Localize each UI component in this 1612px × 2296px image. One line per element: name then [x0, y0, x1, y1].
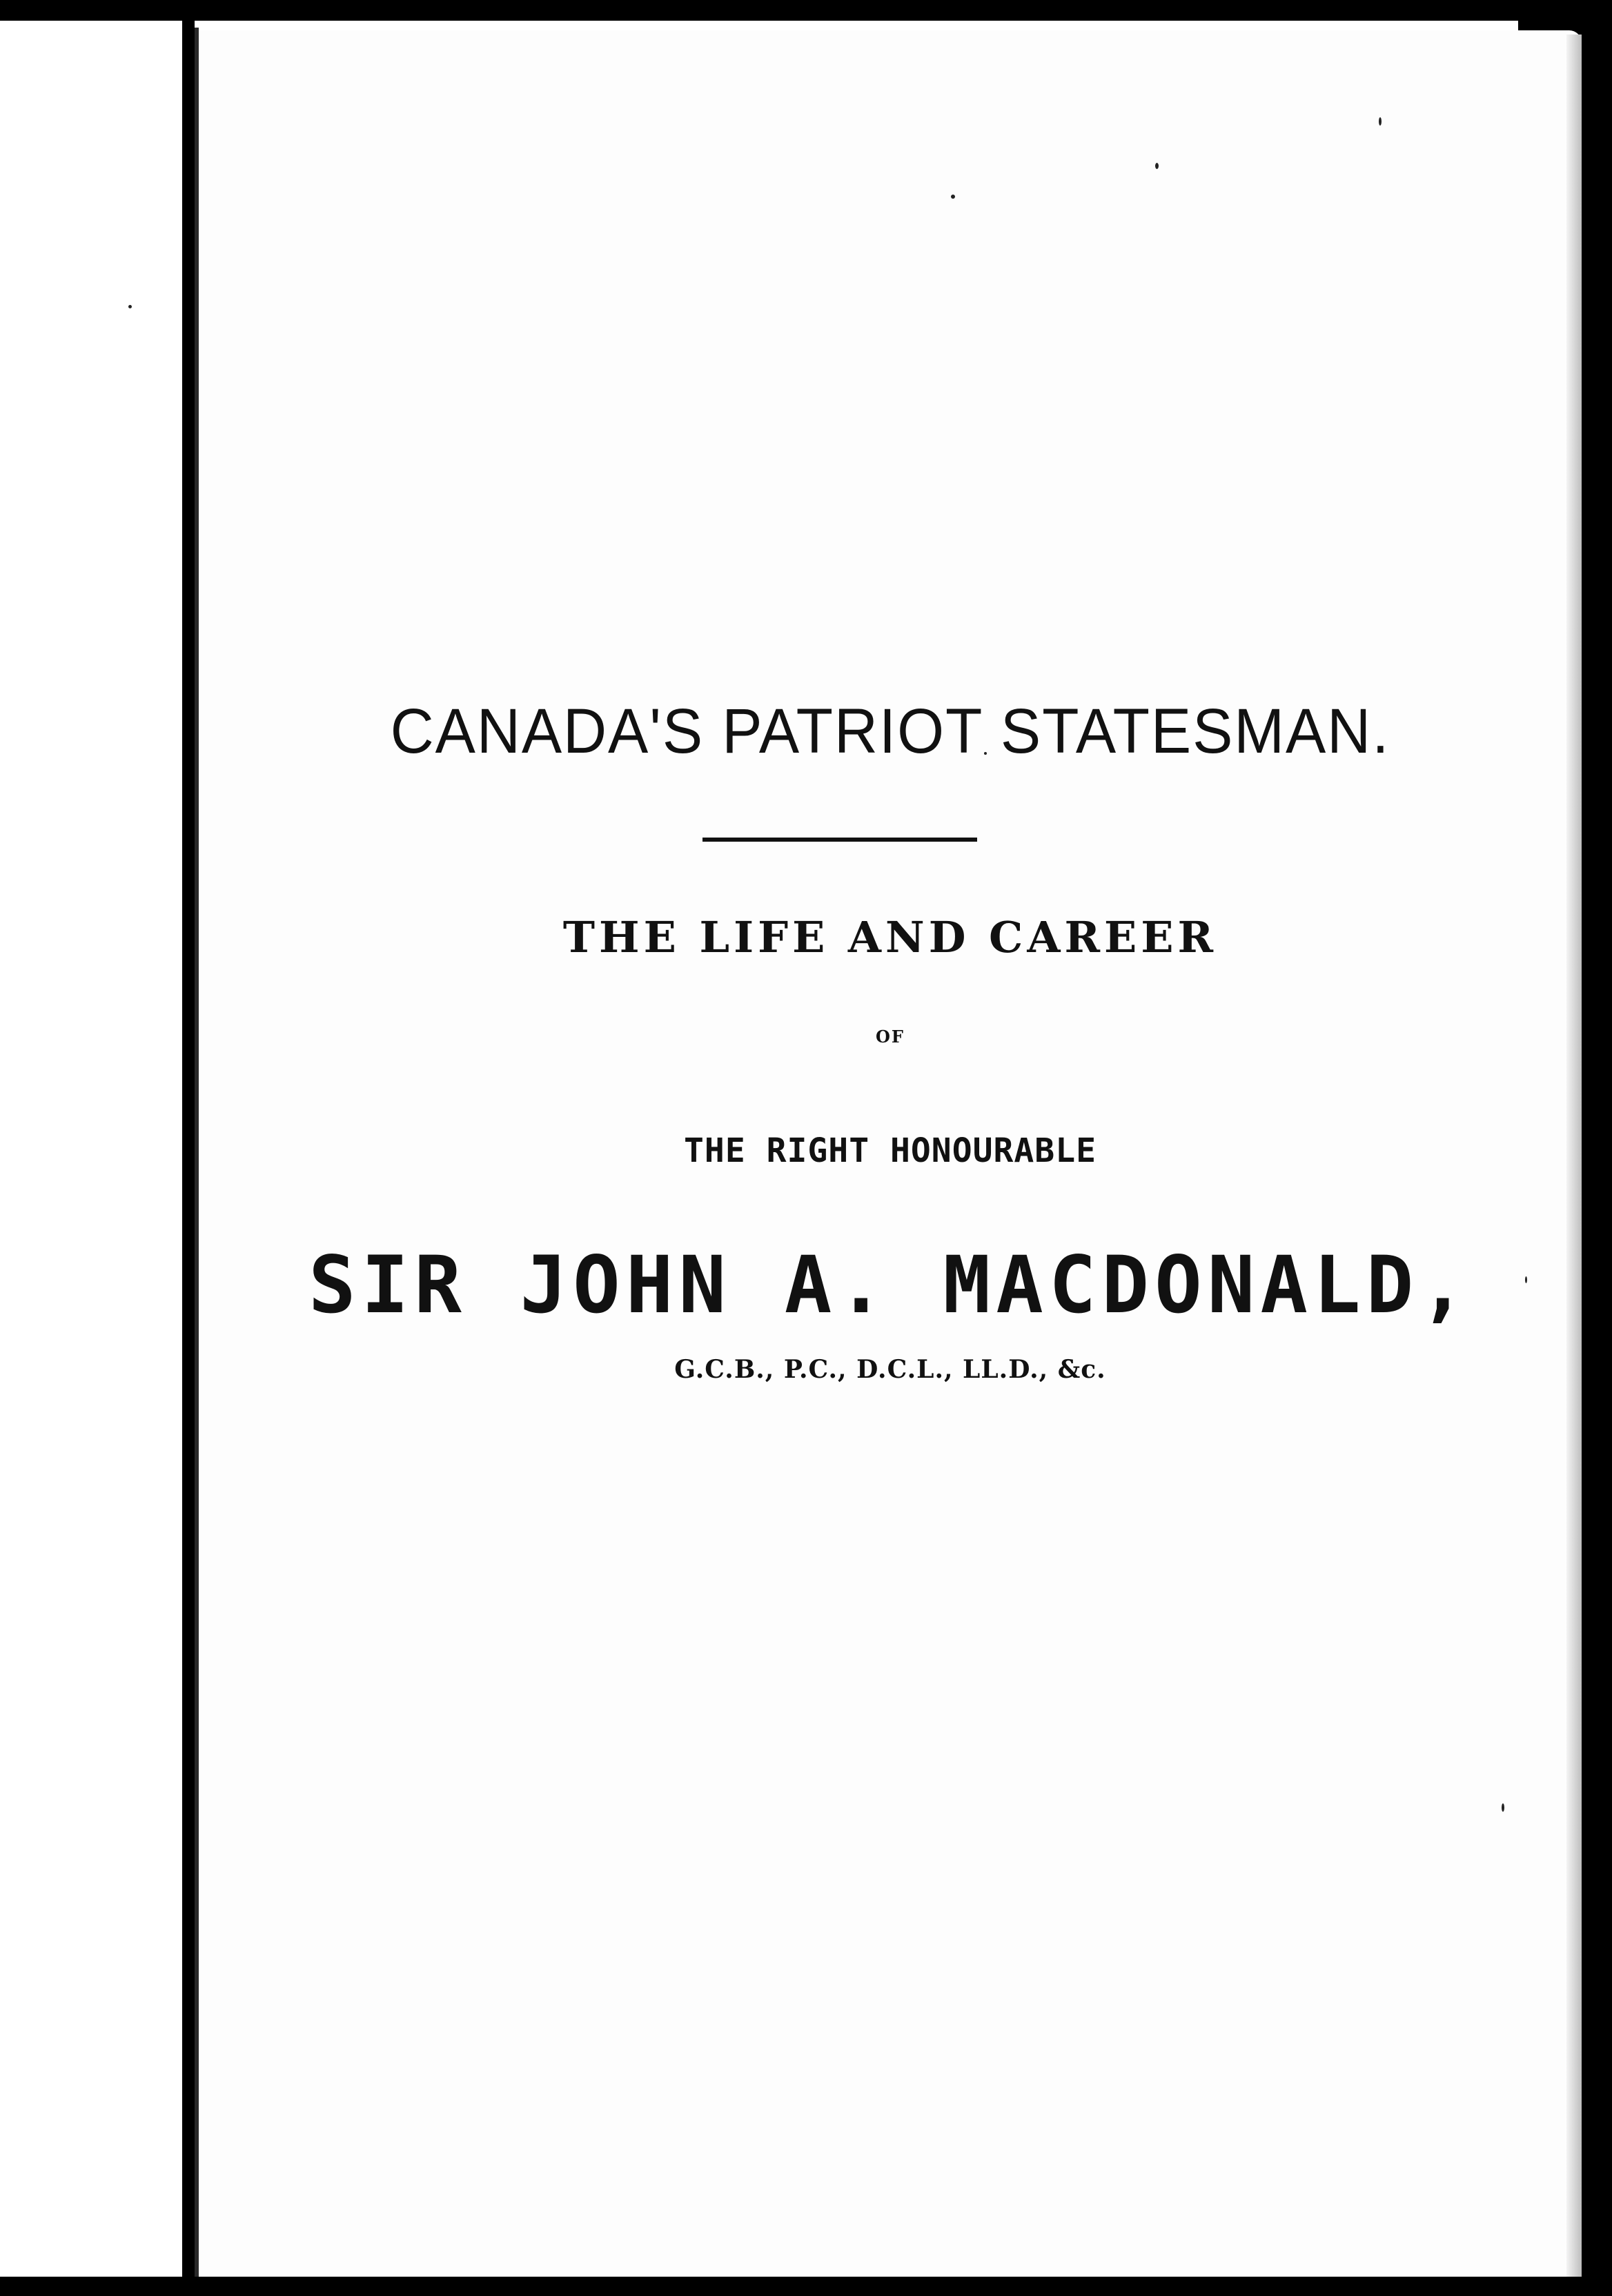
honorific-line: THE RIGHT HONOURABLE	[684, 1131, 1097, 1170]
subtitle-connector: OF	[876, 1027, 905, 1047]
paper-speck	[951, 195, 955, 199]
left-page	[0, 21, 182, 2277]
title-rule	[702, 838, 977, 842]
paper-speck	[1379, 117, 1382, 126]
paper-speck	[1502, 1803, 1504, 1812]
paper-speck	[1155, 163, 1159, 169]
paper-speck	[128, 305, 132, 308]
book-gutter	[182, 0, 195, 2296]
subject-name: SIR JOHN A. MACDONALD,	[308, 1239, 1472, 1331]
scan-border-top	[0, 0, 1612, 21]
book-subtitle: THE LIFE AND CAREER	[562, 912, 1218, 962]
scan-border-bottom	[0, 2277, 1612, 2296]
scan-border-right	[1582, 0, 1612, 2296]
honours-line: G.C.B., P.C., D.C.L., LL.D., &c.	[674, 1355, 1106, 1384]
book-title: CANADA'S PATRIOT STATESMAN.	[390, 696, 1390, 766]
